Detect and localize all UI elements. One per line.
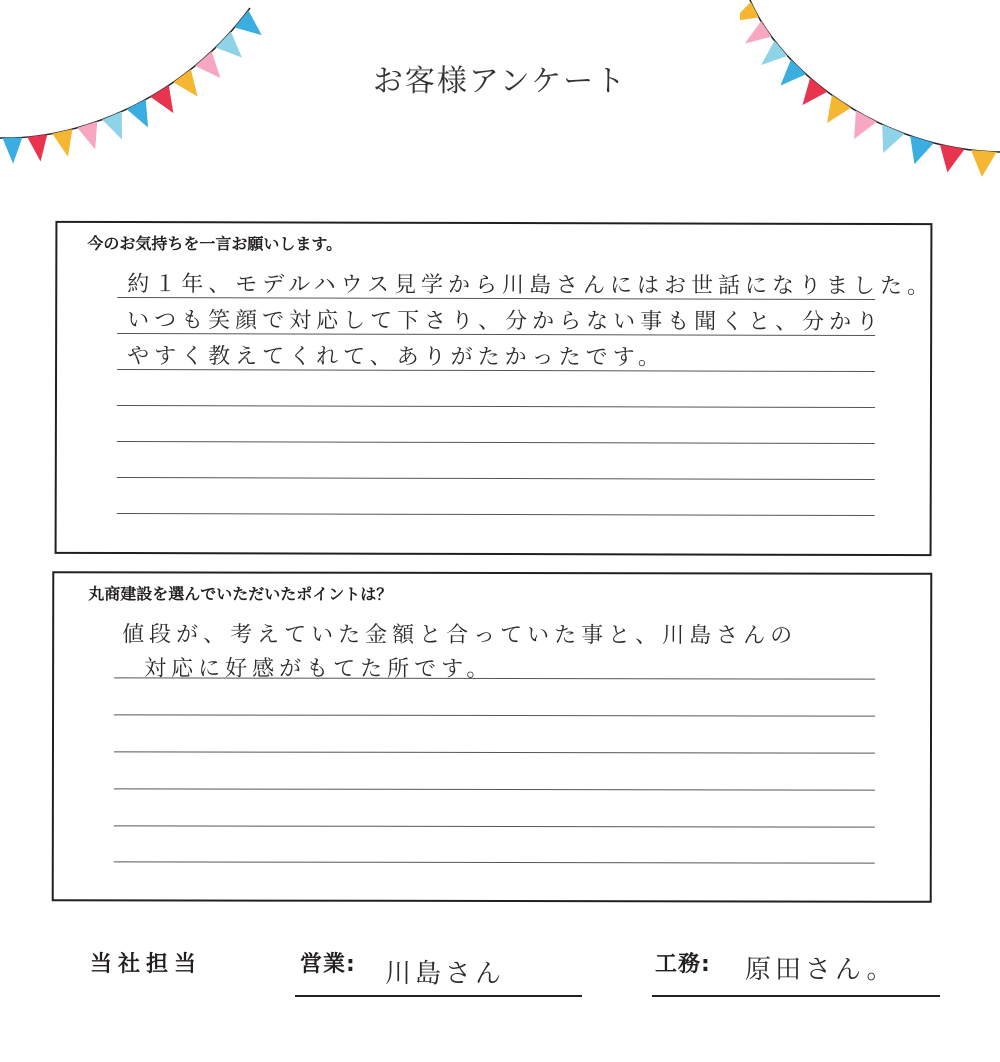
- sales-label: 営業:: [300, 952, 356, 977]
- answer-1-lines: [117, 263, 935, 545]
- ruled-line: [117, 477, 875, 480]
- ruled-line: [114, 714, 875, 716]
- bunting-flag: [2, 137, 22, 163]
- bunting-flag: [854, 111, 877, 139]
- answer-2-line-2: 対応に好感がもてた所です。: [144, 656, 494, 683]
- bunting-flag: [234, 10, 261, 35]
- question-2-label: 丸商建設を選んでいただいたポイントは？: [88, 584, 393, 604]
- bunting-flag: [102, 111, 122, 139]
- answer-2-line-1: 値段が、考えていた金額と合っていた事と、川島さんの: [122, 622, 798, 649]
- ruled-line: [114, 751, 875, 753]
- bunting-flag: [27, 134, 47, 161]
- bunting-flag: [745, 21, 772, 43]
- bunting-flag: [971, 150, 997, 177]
- answer-2-lines: [114, 609, 875, 890]
- bunting-flag: [216, 32, 242, 58]
- question-1-box: [55, 221, 933, 556]
- ruled-line: [114, 788, 875, 790]
- ruled-line: [114, 825, 875, 827]
- staff-footer: [0, 945, 1000, 1005]
- page-title: お客様アンケート: [372, 64, 628, 99]
- ruled-line: [114, 861, 875, 863]
- ruled-line: [117, 513, 875, 516]
- ruled-line: [117, 441, 875, 444]
- bunting-flag: [52, 129, 72, 157]
- bunting-flag: [77, 121, 97, 149]
- staff-label: 当社担当: [90, 952, 203, 977]
- answer-1-line-2: いつも笑顔で対応して下さり、分からない事も聞くと、分かり: [127, 308, 884, 336]
- works-label: 工務:: [655, 952, 711, 977]
- sales-name: 川島さん: [385, 959, 506, 989]
- ruled-line: [117, 369, 875, 372]
- works-name: 原田さん。: [745, 955, 897, 985]
- bunting-flag: [940, 144, 965, 172]
- answer-1-line-1: 約１年、モデルハウス見学から川島さんにはお世話になりました。: [127, 272, 935, 300]
- sales-signature-line: [295, 995, 582, 997]
- ruled-line: [117, 405, 875, 408]
- answer-1-line-3: やすく教えてくれて、ありがたかったです。: [127, 344, 665, 371]
- question-2-box: [52, 571, 933, 903]
- question-1-label: 今のお気持ちを一言お願いします。: [87, 233, 343, 254]
- works-signature-line: [652, 995, 940, 997]
- bunting-flag: [910, 136, 934, 164]
